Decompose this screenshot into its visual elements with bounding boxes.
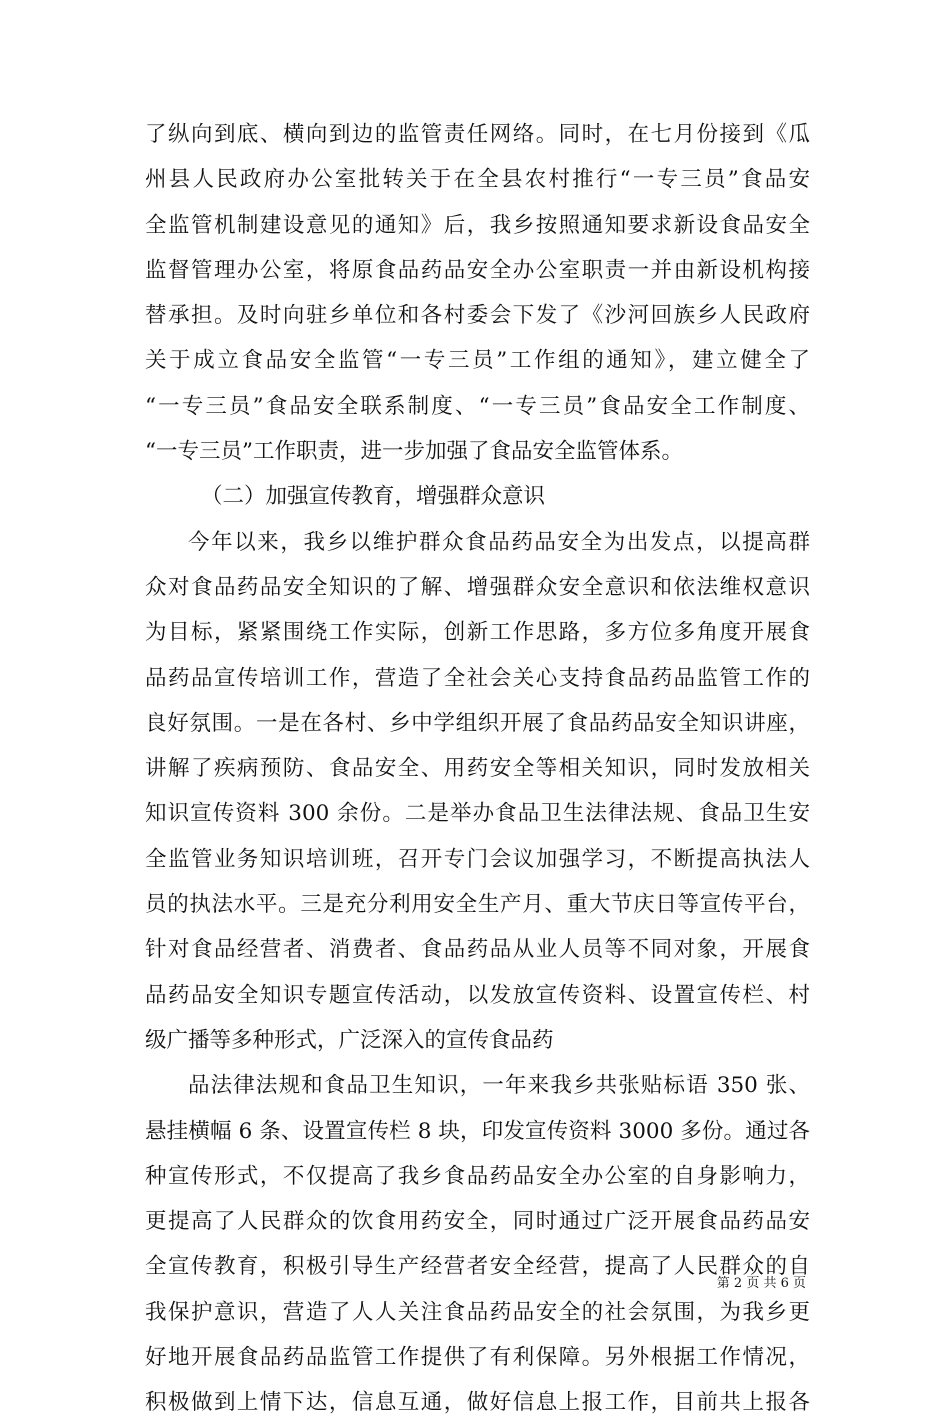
text-line: 全监管业务知识培训班，召开专门会议加强学习，不断提高执法人: [145, 846, 810, 872]
text-line: 众对食品药品安全知识的了解、增强群众安全意识和依法维权意识: [145, 574, 810, 600]
text-line: 品药品宣传培训工作，营造了全社会关心支持食品药品监管工作的: [145, 665, 810, 691]
text-line: “一专三员”食品安全联系制度、“一专三员”食品安全工作制度、: [145, 393, 810, 419]
text-line: 知识宣传资料 300 余份。二是举办食品卫生法律法规、食品卫生安: [145, 801, 810, 827]
text-line: 讲解了疾病预防、食品安全、用药安全等相关知识，同时发放相关: [145, 756, 810, 782]
text-line: 好地开展食品药品监管工作提供了有利保障。另外根据工作情况，: [145, 1345, 810, 1371]
text-line: 关于成立食品安全监管“一专三员”工作组的通知》，建立健全了: [145, 348, 810, 374]
text-line: 品法律法规和食品卫生知识，一年来我乡共张贴标语 350 张、: [188, 1073, 810, 1099]
text-line: 州县人民政府办公室批转关于在全县农村推行“一专三员”食品安: [145, 167, 810, 193]
text-line: 悬挂横幅 6 条、设置宣传栏 8 块，印发宣传资料 3000 多份。通过各: [145, 1118, 810, 1144]
text-line: 积极做到上情下达，信息互通，做好信息上报工作，目前共上报各: [145, 1390, 810, 1416]
text-line: 品药品安全知识专题宣传活动，以发放宣传资料、设置宣传栏、村: [145, 982, 810, 1008]
text-line: 了纵向到底、横向到边的监管责任网络。同时，在七月份接到《瓜: [145, 122, 810, 147]
text-line: 全宣传教育，积极引导生产经营者安全经营，提高了人民群众的自: [145, 1254, 810, 1280]
document-body: [145, 112, 810, 1426]
text-line: 为目标，紧紧围绕工作实际，创新工作思路，多方位多角度开展食: [145, 620, 810, 646]
page-number: 第 2 页 共 6 页: [716, 1276, 806, 1291]
text-line: 种宣传形式，不仅提高了我乡食品药品安全办公室的自身影响力，: [145, 1163, 810, 1189]
text-line: 良好氛围。一是在各村、乡中学组织开展了食品药品安全知识讲座，: [145, 710, 810, 736]
section-heading: （二）加强宣传教育，增强群众意识: [201, 484, 546, 510]
text-line: “一专三员”工作职责，进一步加强了食品安全监管体系。: [145, 439, 683, 465]
text-line: 针对食品经营者、消费者、食品药品从业人员等不同对象，开展食: [145, 937, 810, 963]
text-line: 我保护意识，营造了人人关注食品药品安全的社会氛围，为我乡更: [145, 1299, 810, 1325]
text-line: 今年以来，我乡以维护群众食品药品安全为出发点，以提高群: [188, 529, 810, 555]
text-line: 员的执法水平。三是充分利用安全生产月、重大节庆日等宣传平台，: [145, 892, 810, 918]
text-line: 全监管机制建设意见的通知》后，我乡按照通知要求新设食品安全: [145, 212, 810, 238]
text-line: 更提高了人民群众的饮食用药安全，同时通过广泛开展食品药品安: [145, 1209, 810, 1235]
text-line: 级广播等多种形式，广泛深入的宣传食品药: [145, 1027, 554, 1053]
text-line: 替承担。及时向驻乡单位和各村委会下发了《沙河回族乡人民政府: [145, 303, 810, 329]
text-line: 监督管理办公室，将原食品药品安全办公室职责一并由新设机构接: [145, 257, 810, 283]
